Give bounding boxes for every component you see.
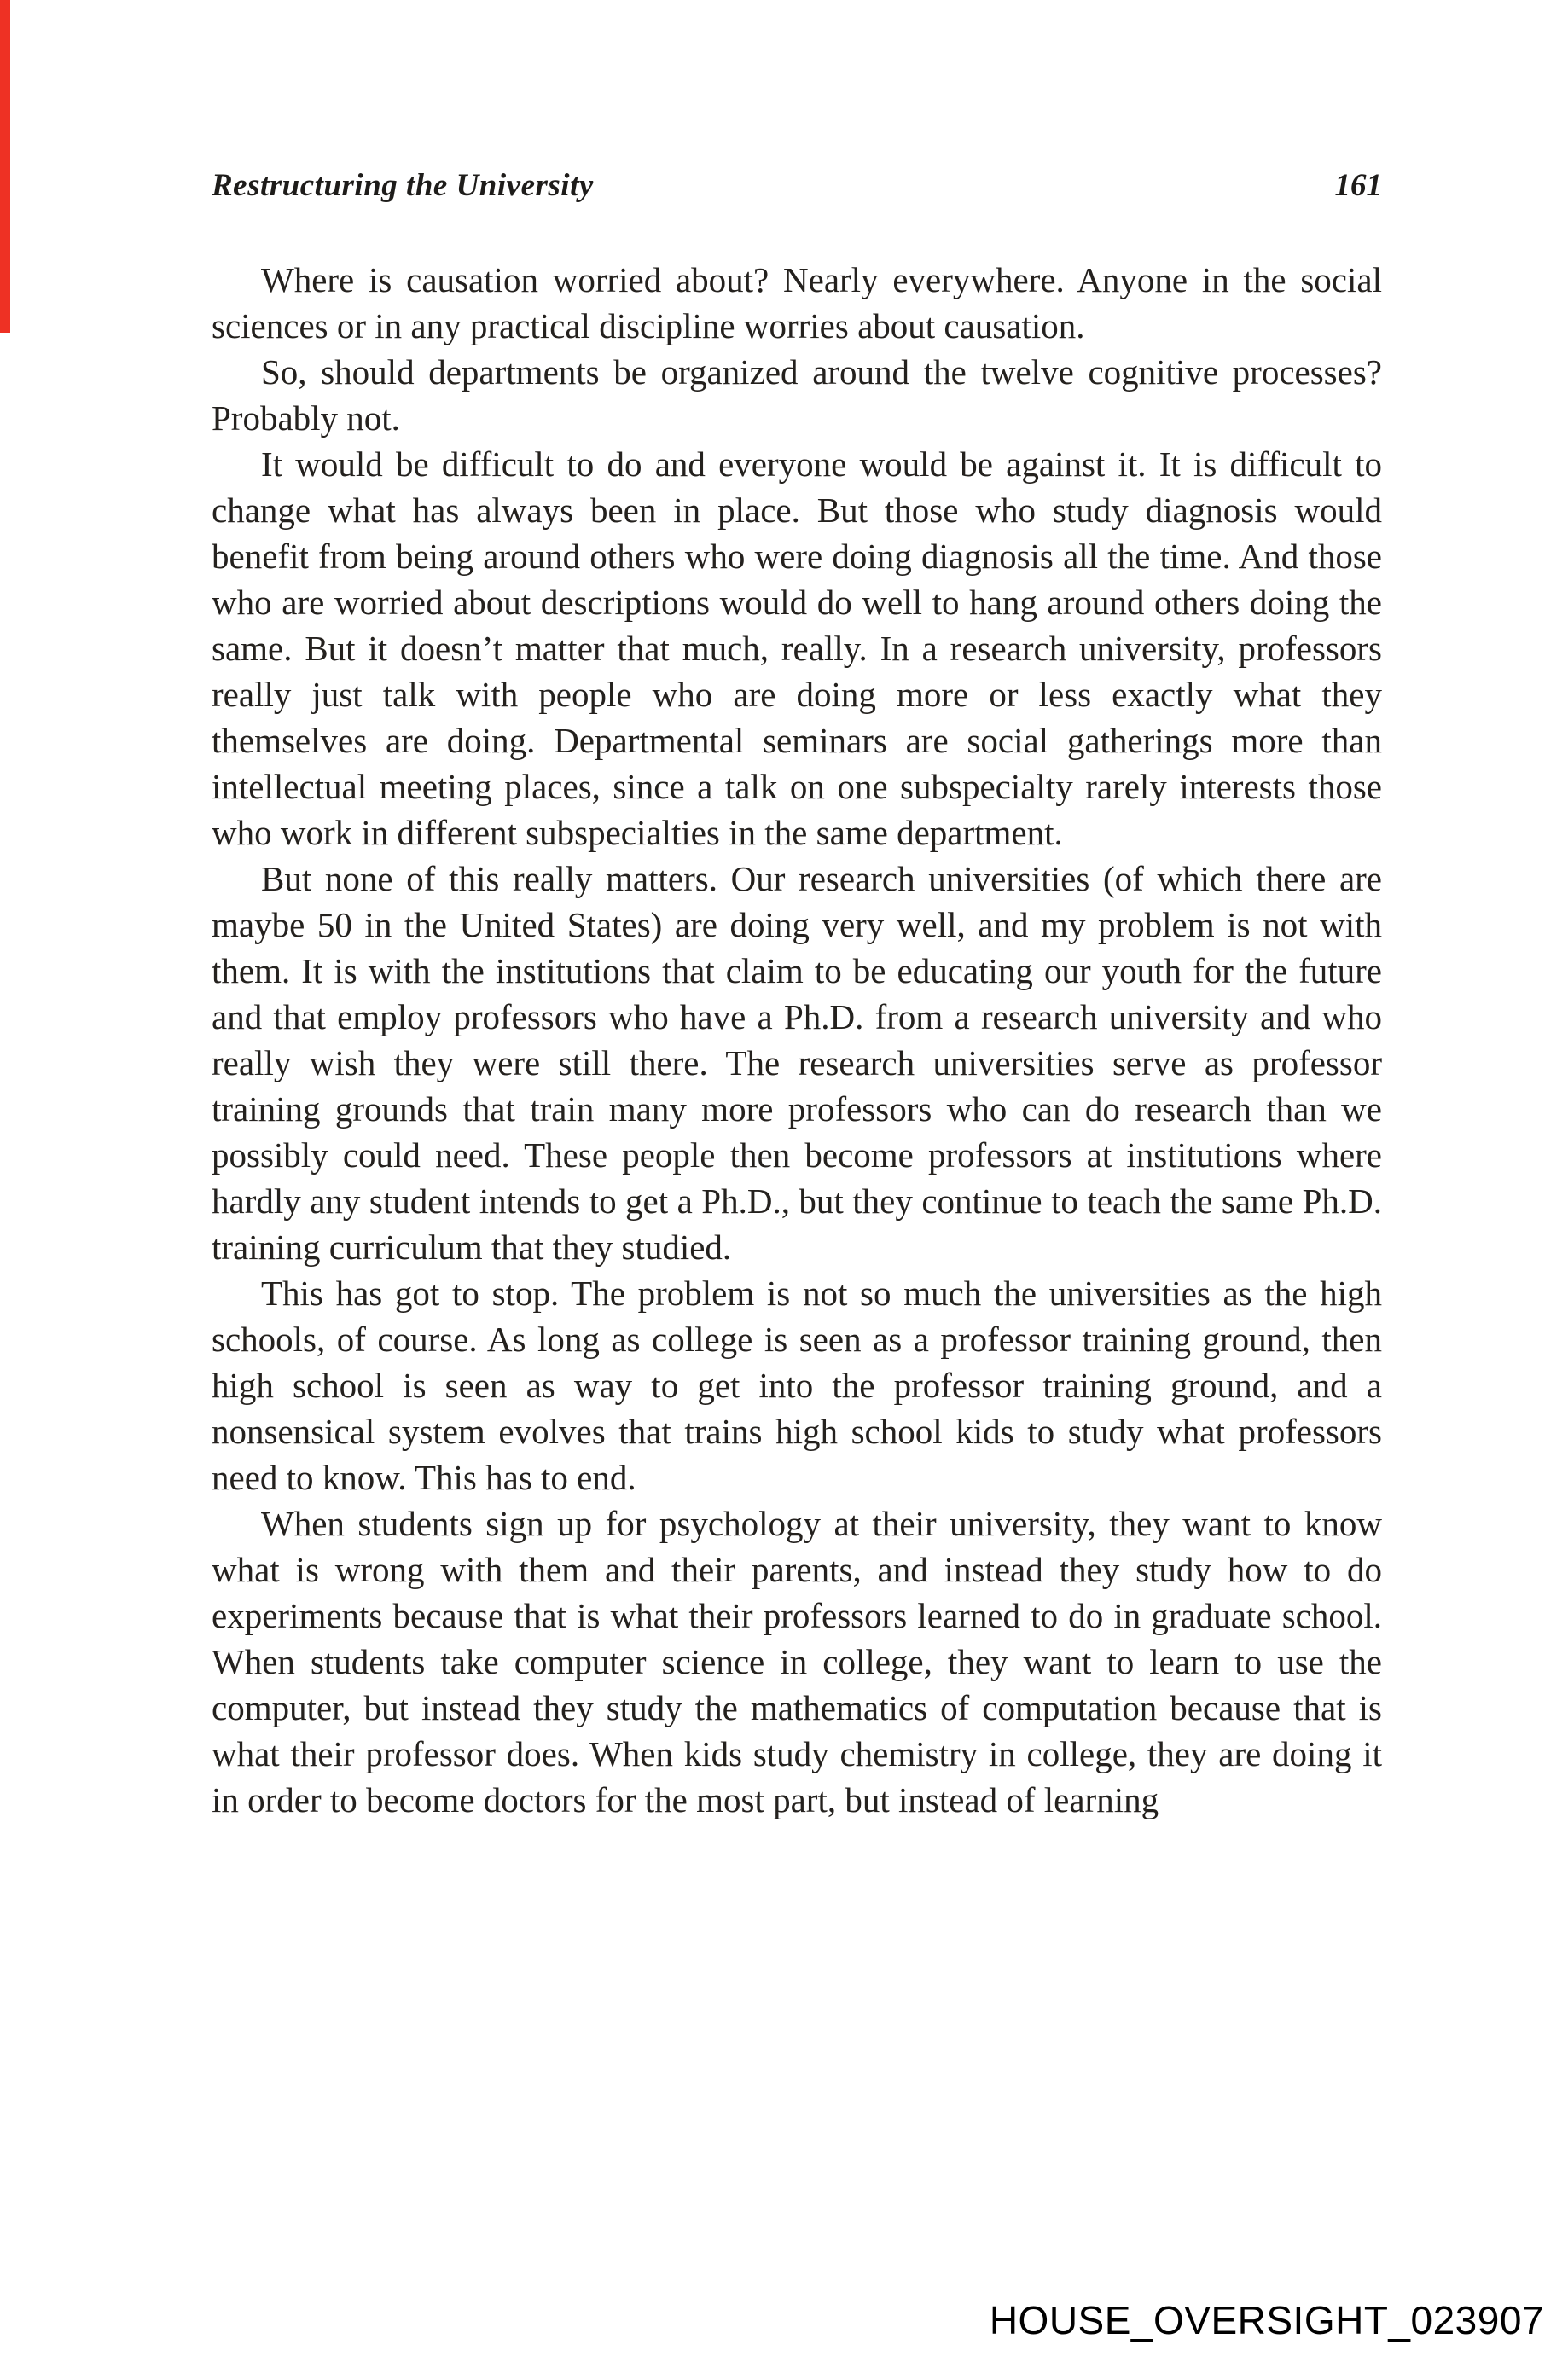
paragraph-1: Where is causation worried about? Nearly everywhere. Anyone in the social sciences or in any practical discipline worries about causation.	[212, 260, 1382, 345]
paragraph-3: It would be difficult to do and everyone would be against it. It is difficult to change what has always been in place. But those who study diagnosis would benefit from being around others who were doing diagnosis all the time. And those who are worried about descriptions would do well to hang around others doing the same. But it doesn’t matter that much, really. In a research university, professors really just talk with people who are doing more or less exactly what they themselves are doing. Departmental seminars are social gatherings more than intellectual meeting places, since a talk on one subspecialty rarely interests those who work in different subspecialties in the same department.	[212, 444, 1382, 852]
page-number: 161	[1334, 168, 1382, 203]
running-header	[212, 167, 1382, 204]
paragraph-5: This has got to stop. The problem is not so much the universities as the high schools, of course. As long as college is seen as a professor training ground, then high school is seen as way to get into the professor training ground, and a nonsensical system evolves that trains high school kids to study what professors need to know. This has to end.	[212, 1274, 1382, 1497]
bates-stamp: HOUSE_OVERSIGHT_023907	[989, 2298, 1544, 2342]
paragraph-6: When students sign up for psychology at their university, they want to know what is wrong with them and their parents, and instead they study how to do experiments because that is what their professors learned to do in graduate school. When students take computer science in college, they want to learn to use the computer, but instead they study the mathematics of computation because that is what their professor does. When kids study chemistry in college, they are doing it in order to become doctors for the most part, but instead of learning	[212, 1504, 1382, 1819]
page-content	[212, 167, 1382, 1823]
running-title: Restructuring the University	[212, 168, 594, 203]
body-text	[212, 257, 1382, 1823]
left-edge-stripe	[0, 0, 10, 333]
paragraph-4: But none of this really matters. Our research universities (of which there are maybe 50 in the United States) are doing very well, and my problem is not with them. It is with the institutions that claim to be educating our youth for the future and that employ professors who have a Ph.D. from a research university and who really wish they were still there. The research universities serve as professor training grounds that train many more professors who can do research than we possibly could need. These people then become professors at institutions where hardly any student intends to get a Ph.D., but they continue to teach the same Ph.D. training curriculum that they studied.	[212, 859, 1382, 1267]
paragraph-2: So, should departments be organized around the twelve cognitive processes? Probably not.	[212, 352, 1382, 438]
